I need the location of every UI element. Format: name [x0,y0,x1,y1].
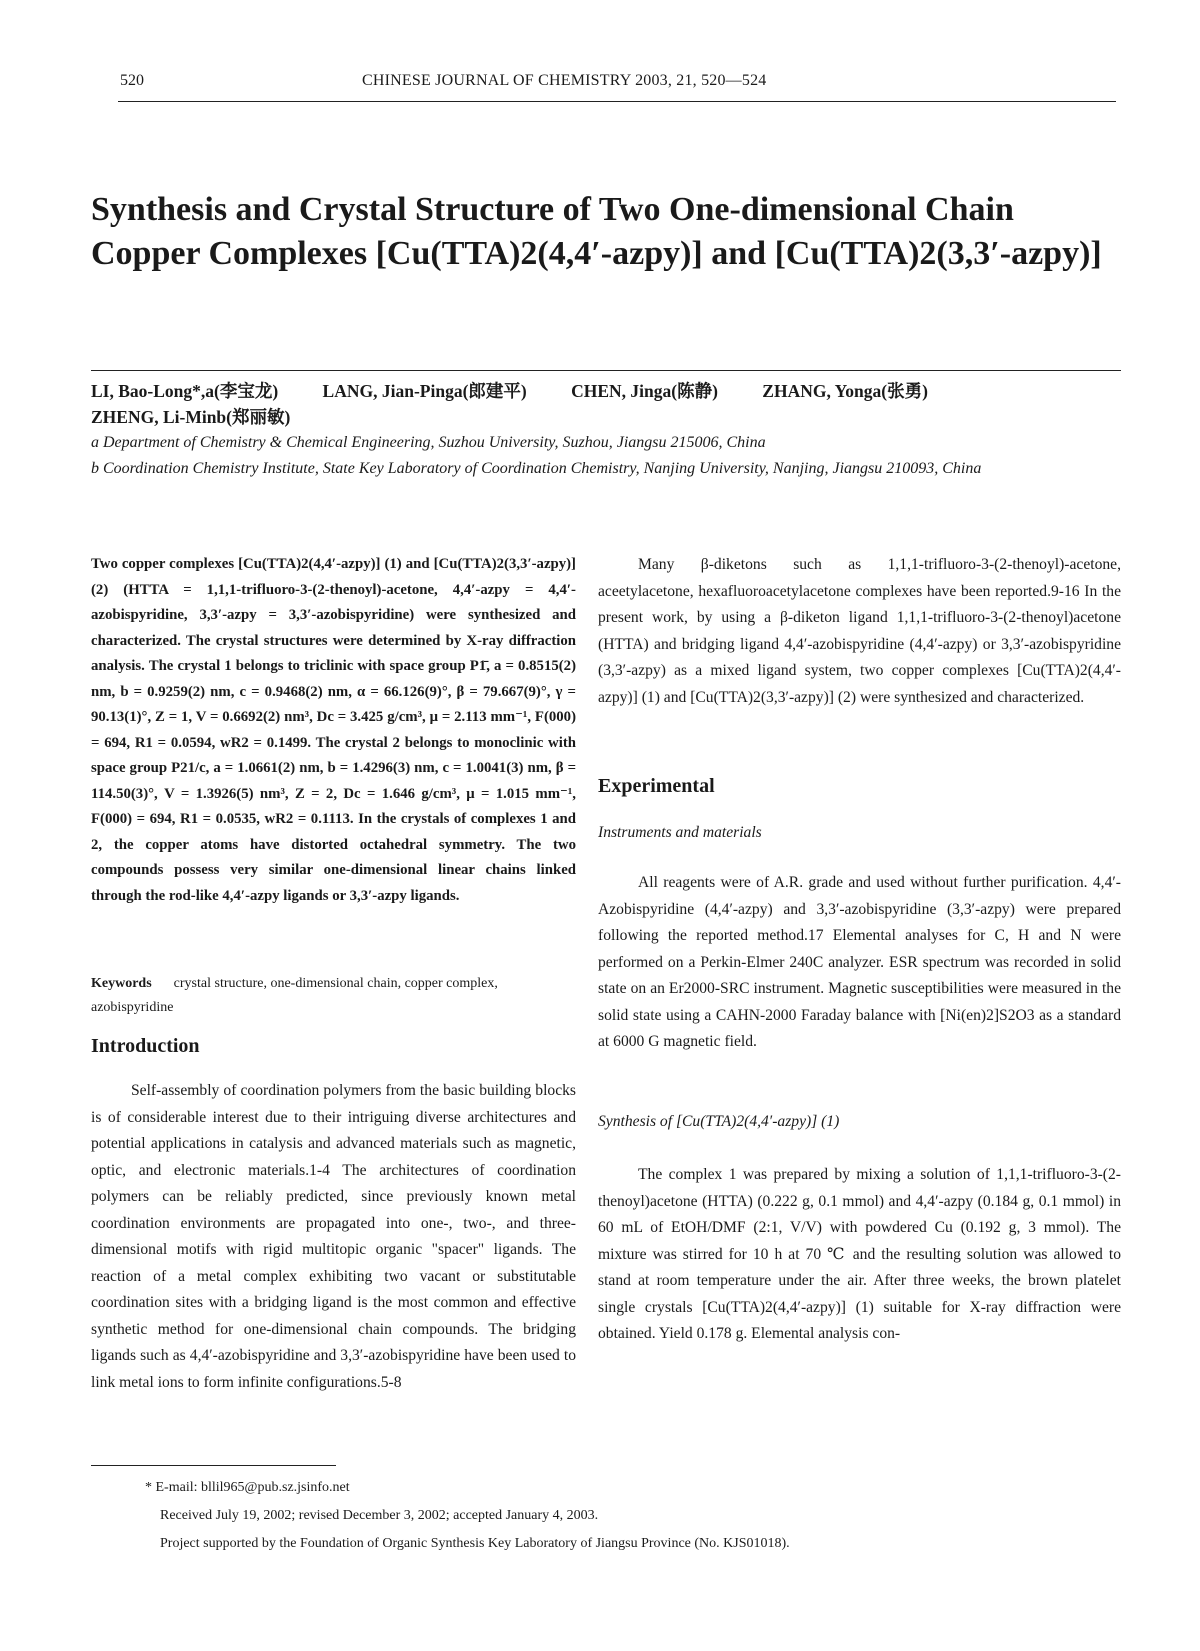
instruments-body [598,870,1121,1056]
introduction-heading: Introduction [91,1035,200,1057]
introduction-body [91,1078,576,1396]
footnote-rule [91,1465,336,1466]
author-line-2 [91,404,290,429]
instruments-heading: Instruments and materials [598,824,762,841]
affiliation-a: a Department of Chemistry & Chemical Engineering, Suzhou University, Suzhou, Jiangsu 215006, China [91,434,766,451]
author-zheng: ZHENG, Li-Minb(郑丽敏) [91,407,291,427]
article-title: Synthesis and Crystal Structure of Two One-dimensional Chain Copper Complexes [Cu(TTA)2(4,4′-azpy)] and [Cu(TTA)2(3,3′-azpy)] [91,191,1102,272]
author-chen: CHEN, Jinga(陈静) [571,381,718,401]
keywords-label: Keywords [91,976,152,991]
instruments-paragraph: All reagents were of A.R. grade and used without further purification. 4,4′-Azobispyridine (4,4′-azpy) and 3,3′-azobispyridine (3,3′-azpy) were prepared following the reported method.17 Elemental analyses for C, H and N were performed on a Perkin-Elmer 240C analyzer. ESR spectrum was recorded in solid state on an Er2000-SRC instrument. Magnetic susceptibilities were measured in the solid state using a CAHN-2000 Faraday balance with [Ni(en)2]S2O3 as a standard at 6000 G magnetic field. [598,874,1121,1050]
synthesis-paragraph: The complex 1 was prepared by mixing a solution of 1,1,1-trifluoro-3-(2-thenoyl)acetone (HTTA) (0.222 g, 0.1 mmol) and 4,4′-azpy (0.184 g, 0.1 mmol) in 60 mL of EtOH/DMF (2:1, V/V) with powdered Cu (0.192 g, 3 mmol). The mixture was stirred for 10 h at 70 ℃ and the resulting solution was allowed to stand at room temperature under the air. After three weeks, the brown platelet single crystals [Cu(TTA)2(4,4′-azpy)] (1) suitable for X-ray diffraction were obtained. Yield 0.178 g. Elemental analysis con- [598,1166,1121,1342]
header-rule [118,101,1116,102]
footnote-email: * E-mail: bllil965@pub.sz.jsinfo.net [145,1480,350,1495]
intro-continuation [598,552,1121,711]
title-rule [91,370,1121,371]
keywords [91,972,576,1020]
abstract: Two copper complexes [Cu(TTA)2(4,4′-azpy)] (1) and [Cu(TTA)2(3,3′-azpy)] (2) (HTTA = 1,1,1-trifluoro-3-(2-thenoyl)-acetone, 4,4′-azpy = 4,4′-azobispyridine, 3,3′-azpy = 3,3′-azobispyridine) were synthesized and characterized. The crystal structures were determined by X-ray diffraction analysis. The crystal 1 belongs to triclinic with space group P1̄, a = 0.8515(2) nm, b = 0.9259(2) nm, c = 0.9468(2) nm, α = 66.126(9)°, β = 79.667(9)°, γ = 90.13(1)°, Z = 1, V = 0.6692(2) nm³, Dc = 3.425 g/cm³, μ = 2.113 mm⁻¹, F(000) = 694, R1 = 0.0594, wR2 = 0.1499. The crystal 2 belongs to monoclinic with space group P21/c, a = 1.0661(2) nm, b = 1.4296(3) nm, c = 1.0041(3) nm, β = 114.50(3)°, V = 1.3926(5) nm³, Z = 2, Dc = 1.646 g/cm³, μ = 1.015 mm⁻¹, F(000) = 694, R1 = 0.0535, wR2 = 0.1113. In the crystals of complexes 1 and 2, the copper atoms have distorted octahedral symmetry. The two compounds possess very similar one-dimensional linear chains linked through the rod-like 4,4′-azpy ligands or 3,3′-azpy ligands. [91,556,576,904]
running-head: CHINESE JOURNAL OF CHEMISTRY 2003, 21, 520—524 [362,72,767,89]
synthesis-heading: Synthesis of [Cu(TTA)2(4,4′-azpy)] (1) [598,1113,840,1130]
footnote-received: Received July 19, 2002; revised December 3, 2002; accepted January 4, 2003. [160,1508,599,1523]
author-zhang: ZHANG, Yonga(张勇) [762,381,928,401]
experimental-heading: Experimental [598,775,715,797]
introduction-paragraph: Self-assembly of coordination polymers from the basic building blocks is of considerable interest due to their intriguing diverse architectures and potential applications in catalysis and advanced materials such as magnetic, optic, and electronic materials.1-4 The architectures of coordination polymers can be reliably predicted, since previously known metal coordination environments are propagated into one-, two-, and three-dimensional motifs with rigid multitopic organic "spacer" ligands. The reaction of a metal complex exhibiting two vacant or substitutable coordination sites with a bridging ligand is the most common and effective synthetic method for one-dimensional chain compounds. The bridging ligands such as 4,4′-azobispyridine and 3,3′-azobispyridine have been used to link metal ions to form infinite configurations.5-8 [91,1082,576,1391]
synthesis-body [598,1162,1121,1348]
affiliation-b: b Coordination Chemistry Institute, State Key Laboratory of Coordination Chemistry, Nanjing University, Nanjing, Jiangsu 210093, China [91,460,982,477]
intro-continuation-paragraph: Many β-diketons such as 1,1,1-trifluoro-3-(2-thenoyl)-acetone, aceetylacetone, hexafluoroacetylacetone complexes have been reported.9-16 In the present work, by using a β-diketon ligand 1,1,1-trifluoro-3-(2-thenoyl)acetone (HTTA) and bridging ligand 4,4′-azobispyridine (4,4′-azpy) or 3,3′-azobispyridine (3,3′-azpy) as a mixed ligand system, two copper complexes [Cu(TTA)2(4,4′-azpy)] (1) and [Cu(TTA)2(3,3′-azpy)] (2) were synthesized and characterized. [598,556,1121,706]
keywords-text: crystal structure, one-dimensional chain, copper complex, azobispyridine [91,976,498,1015]
page-number: 520 [120,72,144,89]
author-lang: LANG, Jian-Pinga(郎建平) [322,381,527,401]
author-line-1 [91,378,968,403]
author-li: LI, Bao-Long*,a(李宝龙) [91,381,279,401]
footnote-project: Project supported by the Foundation of Organic Synthesis Key Laboratory of Jiangsu Province (No. KJS01018). [160,1536,790,1551]
